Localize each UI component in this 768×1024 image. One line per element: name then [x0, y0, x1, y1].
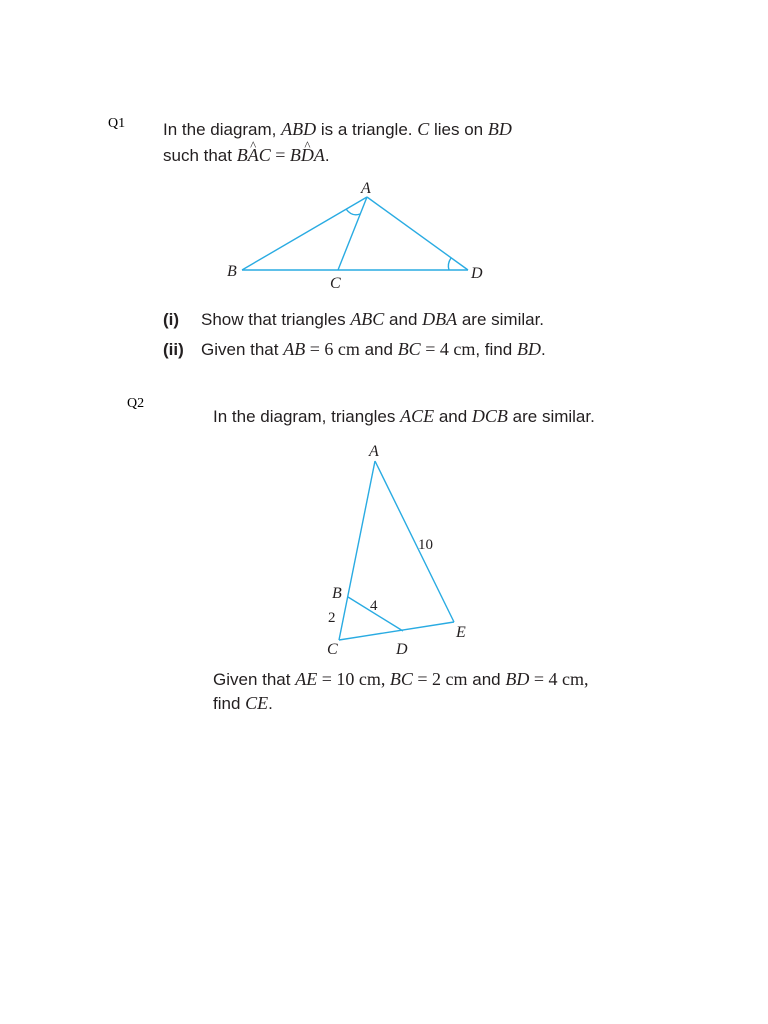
- q1-vertex-c: C: [330, 275, 341, 292]
- text: In the diagram,: [163, 120, 282, 139]
- math: BD: [487, 119, 512, 139]
- q1-vertex-b: B: [227, 263, 237, 280]
- question-2-number: Q2: [127, 396, 145, 411]
- q2-length-bc: 2: [328, 610, 336, 626]
- text: find: [213, 694, 246, 713]
- edge-ab: [242, 197, 367, 270]
- text: Show that triangles: [201, 310, 351, 329]
- math: AB: [283, 339, 306, 359]
- math: ^ A: [248, 143, 259, 167]
- text: such that: [163, 146, 237, 165]
- text: and: [434, 407, 472, 426]
- text: .: [324, 146, 330, 165]
- math: BD: [516, 339, 541, 359]
- q2-vertex-c: C: [327, 641, 338, 658]
- angle-mark-bac: [346, 209, 360, 215]
- text: and: [359, 340, 398, 359]
- text: = 4 cm: [420, 339, 476, 359]
- text: are similar.: [457, 310, 545, 329]
- q2-vertex-b: B: [332, 585, 342, 602]
- text: Given that: [201, 340, 284, 359]
- math: CE: [245, 693, 269, 713]
- edge-ce: [339, 622, 454, 640]
- text: lies on: [429, 120, 488, 139]
- math: BC: [389, 669, 413, 689]
- text: =: [270, 145, 290, 165]
- q2-triangle-diagram: [339, 461, 454, 640]
- question-1-number: Q1: [108, 116, 126, 131]
- part-number: (i): [163, 310, 180, 329]
- text: are similar.: [507, 407, 595, 426]
- text: In the diagram, triangles: [213, 407, 401, 426]
- q1-part-i: [163, 307, 544, 332]
- text: and: [467, 670, 506, 689]
- text: = 10 cm,: [317, 669, 390, 689]
- math: ABD: [281, 119, 317, 139]
- edge-ae: [375, 461, 454, 622]
- math: A: [313, 145, 325, 165]
- math: B: [289, 145, 301, 165]
- math: B: [236, 145, 248, 165]
- text: .: [540, 340, 546, 359]
- text: is a triangle.: [316, 120, 418, 139]
- q2-statement: [213, 404, 595, 429]
- q1-triangle-diagram: [242, 197, 468, 270]
- text: = 6 cm: [305, 339, 360, 359]
- q2-vertex-e: E: [456, 624, 466, 641]
- math: ACE: [400, 406, 435, 426]
- text: and: [384, 310, 423, 329]
- q2-given-line1: [213, 667, 589, 692]
- text: = 2 cm: [412, 669, 468, 689]
- text: Given that: [213, 670, 296, 689]
- math: AE: [295, 669, 318, 689]
- angle-mark-bda: [448, 258, 451, 270]
- q2-vertex-d: D: [396, 641, 408, 658]
- math: C: [417, 119, 430, 139]
- math: DBA: [422, 309, 458, 329]
- part-number: (ii): [163, 340, 184, 359]
- q2-given-line2: [213, 691, 273, 716]
- math: ^ D: [301, 143, 314, 167]
- math: DCB: [471, 406, 508, 426]
- edge-ad: [367, 197, 468, 270]
- text: , find: [475, 340, 517, 359]
- math: C: [258, 145, 271, 165]
- math: BD: [505, 669, 530, 689]
- math: BC: [397, 339, 421, 359]
- q2-length-ae: 10: [418, 537, 433, 553]
- q1-vertex-d: D: [471, 265, 483, 282]
- q2-vertex-a: A: [369, 443, 379, 460]
- math: ABC: [350, 309, 385, 329]
- text: .: [268, 694, 273, 713]
- q1-part-ii: [163, 337, 546, 362]
- edge-ac: [338, 197, 367, 270]
- q2-length-bd: 4: [370, 598, 378, 614]
- text: = 4 cm,: [529, 669, 589, 689]
- q1-vertex-a: A: [361, 180, 371, 197]
